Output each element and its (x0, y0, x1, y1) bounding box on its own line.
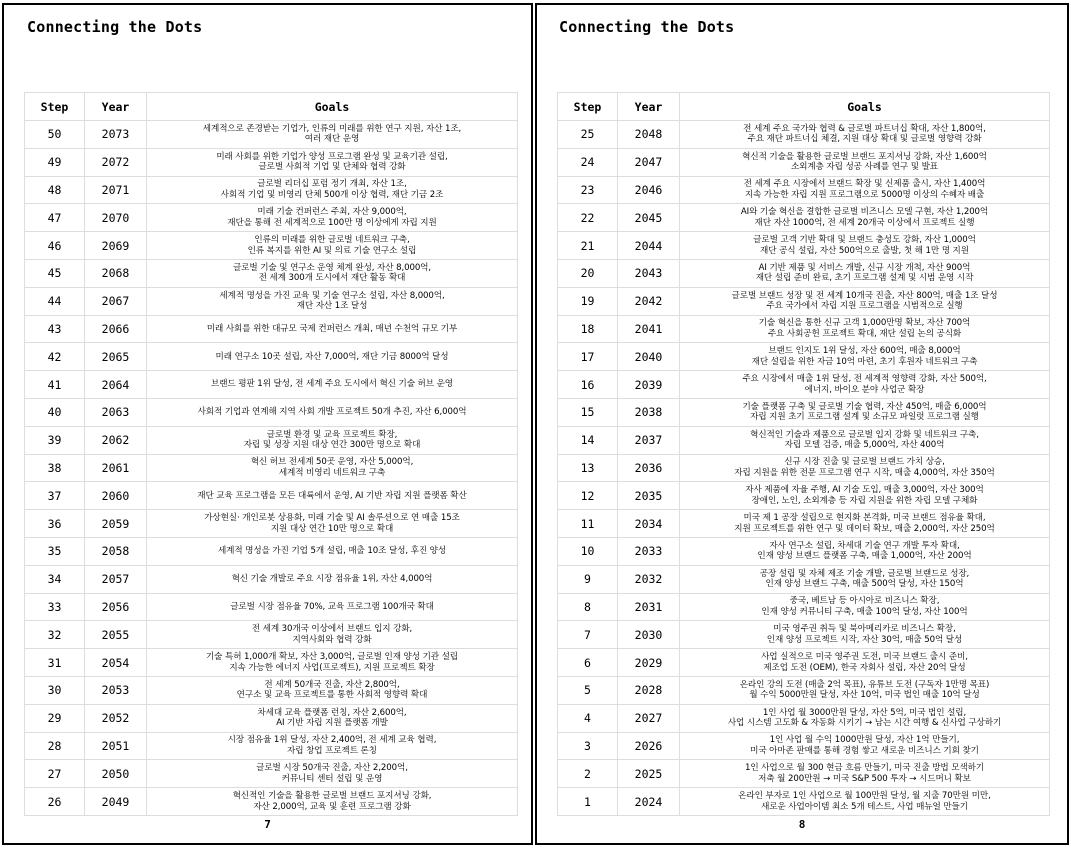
step-cell: 38 (25, 454, 85, 482)
year-cell: 2064 (85, 371, 147, 399)
year-cell: 2028 (618, 676, 680, 704)
step-cell: 40 (25, 398, 85, 426)
step-cell: 46 (25, 232, 85, 260)
step-cell: 1 (558, 788, 618, 816)
goal-cell: 미국 영주권 취득 및 북아메리카로 비즈니스 확장, 인재 양성 프로젝트 시작, 자산 30억, 매출 50억 달성 (680, 621, 1050, 649)
header-year: Year (618, 93, 680, 121)
table-row (25, 315, 518, 343)
step-cell: 3 (558, 732, 618, 760)
goal-cell: 사회적 기업과 연계해 지역 사회 개발 프로젝트 50개 추진, 자산 6,000억 (147, 398, 518, 426)
table-row (558, 621, 1050, 649)
goal-cell: 브랜드 인지도 1위 달성, 자산 600억, 매출 8,000억 재단 설립을 위한 자금 10억 마련, 초기 후원자 네트워크 구축 (680, 343, 1050, 371)
goal-cell: 브랜드 평판 1위 달성, 전 세계 주요 도시에서 혁신 기술 허브 운영 (147, 371, 518, 399)
goal-cell: 혁신적 기술을 활용한 글로벌 브랜드 포지셔닝 강화, 자산 1,600억 소외계층 자립 성공 사례를 연구 및 발표 (680, 148, 1050, 176)
header-goals: Goals (147, 93, 518, 121)
header-goals: Goals (680, 93, 1050, 121)
step-cell: 27 (25, 760, 85, 788)
table-row (25, 704, 518, 732)
goal-cell: AI와 기술 혁신을 결합한 글로벌 비즈니스 모델 구현, 자산 1,200억 재단 자산 1000억, 전 세계 20개국 이상에서 프로젝트 실행 (680, 204, 1050, 232)
table-row (558, 482, 1050, 510)
step-cell: 20 (558, 259, 618, 287)
table-row (25, 454, 518, 482)
goal-cell: 혁신 허브 전세계 50곳 운영, 자산 5,000억, 세계적 비영리 네트워크 구축 (147, 454, 518, 482)
step-cell: 6 (558, 649, 618, 677)
table-row (25, 621, 518, 649)
page-7 (2, 3, 533, 845)
goal-cell: 1인 사업으로 월 300 현금 흐름 만들기, 미국 진출 방법 모색하기 저축 월 200만원 → 미국 S&P 500 투자 → 시드머니 확보 (680, 760, 1050, 788)
goal-cell: AI 기반 제품 및 서비스 개발, 신규 시장 개척, 자산 900억 재단 설립 준비 완료, 초기 프로그램 설계 및 시범 운영 시작 (680, 259, 1050, 287)
table-row (25, 565, 518, 593)
table-row (558, 510, 1050, 538)
goal-cell: 차세대 교육 플랫폼 런칭, 자산 2,600억, AI 기반 자립 지원 플랫폼 개발 (147, 704, 518, 732)
table-row (25, 343, 518, 371)
table-row (558, 593, 1050, 621)
year-cell: 2057 (85, 565, 147, 593)
year-cell: 2025 (618, 760, 680, 788)
step-cell: 16 (558, 371, 618, 399)
goal-cell: 미래 연구소 10곳 설립, 자산 7,000억, 재단 기금 8000억 달성 (147, 343, 518, 371)
table-row (558, 371, 1050, 399)
step-cell: 17 (558, 343, 618, 371)
step-cell: 43 (25, 315, 85, 343)
table-row (25, 287, 518, 315)
year-cell: 2043 (618, 259, 680, 287)
year-cell: 2070 (85, 204, 147, 232)
year-cell: 2056 (85, 593, 147, 621)
step-cell: 22 (558, 204, 618, 232)
table-row (25, 482, 518, 510)
step-cell: 25 (558, 121, 618, 149)
table-row (558, 704, 1050, 732)
year-cell: 2060 (85, 482, 147, 510)
year-cell: 2042 (618, 287, 680, 315)
step-cell: 47 (25, 204, 85, 232)
goal-cell: 신규 시장 진출 및 글로벌 브랜드 가치 상승, 자립 지원을 위한 전문 프로그램 연구 시작, 매출 4,000억, 자산 350억 (680, 454, 1050, 482)
page-title: Connecting the Dots (27, 18, 203, 36)
goal-cell: 글로벌 시장 점유율 70%, 교육 프로그램 100개국 확대 (147, 593, 518, 621)
table-row (558, 398, 1050, 426)
year-cell: 2061 (85, 454, 147, 482)
step-cell: 33 (25, 593, 85, 621)
year-cell: 2050 (85, 760, 147, 788)
goal-cell: 혁신 기술 개발로 주요 시장 점유율 1위, 자산 4,000억 (147, 565, 518, 593)
year-cell: 2037 (618, 426, 680, 454)
table-row (25, 398, 518, 426)
table-row (558, 676, 1050, 704)
year-cell: 2027 (618, 704, 680, 732)
goal-cell: 세계적 명성을 가진 교육 및 기술 연구소 설립, 자산 8,000억, 재단 자산 1조 달성 (147, 287, 518, 315)
step-cell: 42 (25, 343, 85, 371)
step-cell: 50 (25, 121, 85, 149)
table-row (25, 676, 518, 704)
table-row (558, 426, 1050, 454)
goal-cell: 온라인 강의 도전 (매출 2억 목표), 유튜브 도전 (구독자 1만명 목표) 월 수익 5000만원 달성, 자산 10억, 미국 법인 매출 10억 달성 (680, 676, 1050, 704)
goal-cell: 재단 교육 프로그램을 모든 대륙에서 운영, AI 기반 자립 지원 플랫폼 확산 (147, 482, 518, 510)
step-cell: 26 (25, 788, 85, 816)
goal-cell: 글로벌 환경 및 교육 프로젝트 확장, 자립 및 성장 지원 대상 연간 300만 명으로 확대 (147, 426, 518, 454)
table-header-row (25, 93, 518, 121)
year-cell: 2052 (85, 704, 147, 732)
year-cell: 2073 (85, 121, 147, 149)
table-row (558, 259, 1050, 287)
goal-cell: 세계적 명성을 가진 기업 5개 설립, 매출 10조 달성, 후진 양성 (147, 537, 518, 565)
year-cell: 2034 (618, 510, 680, 538)
goal-cell: 미래 사회를 위한 대규모 국제 컨퍼런스 개최, 매년 수천억 규모 기부 (147, 315, 518, 343)
header-year: Year (85, 93, 147, 121)
year-cell: 2067 (85, 287, 147, 315)
table-row (25, 760, 518, 788)
table-row (25, 371, 518, 399)
table-row (25, 176, 518, 204)
step-cell: 13 (558, 454, 618, 482)
step-cell: 35 (25, 537, 85, 565)
step-cell: 9 (558, 565, 618, 593)
goal-cell: 미래 사회를 위한 기업가 양성 프로그램 완성 및 교육기관 설립, 글로벌 사회적 기업 및 단체와 협력 강화 (147, 148, 518, 176)
step-cell: 11 (558, 510, 618, 538)
year-cell: 2036 (618, 454, 680, 482)
year-cell: 2055 (85, 621, 147, 649)
goal-cell: 사업 실적으로 미국 영주권 도전, 미국 브랜드 출시 준비, 제조업 도전 (OEM), 한국 자회사 설립, 자산 20억 달성 (680, 649, 1050, 677)
step-cell: 29 (25, 704, 85, 732)
step-cell: 15 (558, 398, 618, 426)
goal-cell: 중국, 베트남 등 아시아로 비즈니스 확장, 인재 양성 커뮤니티 구축, 매출 100억 달성, 자산 100억 (680, 593, 1050, 621)
table-row (558, 121, 1050, 149)
table-row (25, 232, 518, 260)
step-cell: 28 (25, 732, 85, 760)
table-header-row (558, 93, 1050, 121)
table-row (558, 204, 1050, 232)
step-cell: 36 (25, 510, 85, 538)
step-cell: 34 (25, 565, 85, 593)
year-cell: 2058 (85, 537, 147, 565)
table-row (558, 315, 1050, 343)
table-row (558, 148, 1050, 176)
goals-table (557, 92, 1050, 816)
step-cell: 18 (558, 315, 618, 343)
goal-cell: 자사 제품에 자율 주행, AI 기술 도입, 매출 3,000억, 자산 300억 장애인, 노인, 소외계층 등 자립 지원을 위한 자립 모델 구체화 (680, 482, 1050, 510)
table-row (25, 732, 518, 760)
goal-cell: 자사 연구소 설립, 차세대 기술 연구 개발 투자 확대, 인재 양성 브랜드 플랫폼 구축, 매출 1,000억, 자산 200억 (680, 537, 1050, 565)
goal-cell: 기술 혁신을 통한 신규 고객 1,000만명 확보, 자산 700억 주요 사회공헌 프로젝트 확대, 재단 설립 논의 공식화 (680, 315, 1050, 343)
step-cell: 8 (558, 593, 618, 621)
year-cell: 2066 (85, 315, 147, 343)
year-cell: 2068 (85, 259, 147, 287)
goal-cell: 세계적으로 존경받는 기업가, 인류의 미래를 위한 연구 지원, 자산 1조, 여러 재단 운영 (147, 121, 518, 149)
year-cell: 2031 (618, 593, 680, 621)
step-cell: 2 (558, 760, 618, 788)
step-cell: 10 (558, 537, 618, 565)
step-cell: 49 (25, 148, 85, 176)
step-cell: 39 (25, 426, 85, 454)
year-cell: 2035 (618, 482, 680, 510)
year-cell: 2039 (618, 371, 680, 399)
goal-cell: 미래 기술 컨퍼런스 주최, 자산 9,000억, 재단을 통해 전 세계적으로 100만 명 이상에게 자립 지원 (147, 204, 518, 232)
step-cell: 4 (558, 704, 618, 732)
year-cell: 2029 (618, 649, 680, 677)
year-cell: 2053 (85, 676, 147, 704)
year-cell: 2047 (618, 148, 680, 176)
step-cell: 23 (558, 176, 618, 204)
table-row (25, 649, 518, 677)
goal-cell: 미국 제 1 공장 설립으로 현지화 본격화, 미국 브랜드 점유율 확대, 지원 프로젝트를 위한 연구 및 데이터 확보, 매출 2,000억, 자산 250억 (680, 510, 1050, 538)
year-cell: 2051 (85, 732, 147, 760)
year-cell: 2054 (85, 649, 147, 677)
table-row (558, 343, 1050, 371)
year-cell: 2045 (618, 204, 680, 232)
table-row (558, 176, 1050, 204)
goal-cell: 공장 설립 및 자체 제조 기술 개발, 글로벌 브랜드로 성장, 인재 양성 브랜드 구축, 매출 500억 달성, 자산 150억 (680, 565, 1050, 593)
table-row (25, 121, 518, 149)
goal-cell: 시장 점유율 1위 달성, 자산 2,400억, 전 세계 교육 협력, 자립 창업 프로젝트 론칭 (147, 732, 518, 760)
goal-cell: 온라인 부자로 1인 사업으로 월 100만원 달성, 월 지출 70만원 미만, 새로운 사업아이템 최소 5개 테스트, 사업 매뉴얼 만들기 (680, 788, 1050, 816)
step-cell: 48 (25, 176, 85, 204)
page-number: 7 (264, 818, 271, 831)
year-cell: 2048 (618, 121, 680, 149)
header-step: Step (25, 93, 85, 121)
table-row (25, 426, 518, 454)
goal-cell: 글로벌 리더십 포럼 정기 개최, 자산 1조, 사회적 기업 및 비영리 단체 500개 이상 협력, 재단 기금 2조 (147, 176, 518, 204)
year-cell: 2044 (618, 232, 680, 260)
year-cell: 2059 (85, 510, 147, 538)
table-row (25, 788, 518, 816)
year-cell: 2033 (618, 537, 680, 565)
table-row (558, 287, 1050, 315)
year-cell: 2071 (85, 176, 147, 204)
table-row (558, 454, 1050, 482)
year-cell: 2072 (85, 148, 147, 176)
goals-table (24, 92, 518, 816)
step-cell: 5 (558, 676, 618, 704)
step-cell: 41 (25, 371, 85, 399)
table-row (558, 537, 1050, 565)
table-row (25, 537, 518, 565)
year-cell: 2063 (85, 398, 147, 426)
step-cell: 30 (25, 676, 85, 704)
table-row (558, 565, 1050, 593)
page-8 (535, 3, 1069, 845)
year-cell: 2024 (618, 788, 680, 816)
goal-cell: 혁신적인 기술을 활용한 글로벌 브랜드 포지셔닝 강화, 자산 2,000억, 교육 및 훈련 프로그램 강화 (147, 788, 518, 816)
step-cell: 31 (25, 649, 85, 677)
header-step: Step (558, 93, 618, 121)
step-cell: 7 (558, 621, 618, 649)
table-row (558, 788, 1050, 816)
goal-cell: 1인 사업 월 수익 1000만원 달성, 자산 1억 만들기, 미국 아마존 판매를 통해 경험 쌓고 새로운 비즈니스 기회 찾기 (680, 732, 1050, 760)
year-cell: 2041 (618, 315, 680, 343)
goal-cell: 혁신적인 기술과 제품으로 글로벌 입지 강화 및 네트워크 구축, 자립 모델 검증, 매출 5,000억, 자산 400억 (680, 426, 1050, 454)
year-cell: 2026 (618, 732, 680, 760)
table-row (25, 510, 518, 538)
year-cell: 2038 (618, 398, 680, 426)
goal-cell: 기술 특허 1,000개 확보, 자산 3,000억, 글로벌 인재 양성 기관 설립 지속 가능한 에너지 사업(프로젝트), 지원 프로젝트 확장 (147, 649, 518, 677)
step-cell: 45 (25, 259, 85, 287)
page-number: 8 (798, 818, 806, 831)
table-row (558, 760, 1050, 788)
year-cell: 2030 (618, 621, 680, 649)
step-cell: 37 (25, 482, 85, 510)
table-row (558, 232, 1050, 260)
table-row (25, 593, 518, 621)
year-cell: 2032 (618, 565, 680, 593)
goal-cell: 전 세계 50개국 진출, 자산 2,800억, 연구소 및 교육 프로젝트를 통한 사회적 영향력 확대 (147, 676, 518, 704)
goal-cell: 글로벌 브랜드 성장 및 전 세계 10개국 진출, 자산 800억, 매출 1조 달성 주요 국가에서 자립 지원 프로그램을 시범적으로 실행 (680, 287, 1050, 315)
goal-cell: 가상현실· 개인로봇 상용화, 미래 기술 및 AI 솔루션으로 연 매출 15조 지원 대상 연간 10만 명으로 확대 (147, 510, 518, 538)
goal-cell: 글로벌 시장 50개국 진출, 자산 2,200억, 커뮤니티 센터 설립 및 운영 (147, 760, 518, 788)
step-cell: 24 (558, 148, 618, 176)
step-cell: 32 (25, 621, 85, 649)
goal-cell: 기술 플랫폼 구축 및 글로벌 기술 협력, 자산 450억, 매출 6,000억 자립 지원 초기 프로그램 설계 및 소규모 파일럿 프로그램 실행 (680, 398, 1050, 426)
year-cell: 2065 (85, 343, 147, 371)
table-row (558, 732, 1050, 760)
table-row (25, 259, 518, 287)
year-cell: 2062 (85, 426, 147, 454)
year-cell: 2040 (618, 343, 680, 371)
page-title: Connecting the Dots (559, 18, 735, 36)
step-cell: 21 (558, 232, 618, 260)
goal-cell: 전 세계 주요 시장에서 브랜드 확장 및 신제품 출시, 자산 1,400억 지속 가능한 자립 지원 프로그램으로 5000명 이상의 수혜자 배출 (680, 176, 1050, 204)
goal-cell: 인류의 미래를 위한 글로벌 네트워크 구축, 인류 복지를 위한 AI 및 의료 기술 연구소 설립 (147, 232, 518, 260)
goal-cell: 전 세계 주요 국가와 협력 & 글로벌 파트너십 확대, 자산 1,800억, 주요 재단 파트너십 체결, 지원 대상 확대 및 글로벌 영향력 강화 (680, 121, 1050, 149)
goal-cell: 글로벌 고객 기반 확대 및 브랜드 충성도 강화, 자산 1,000억 재단 공식 설립, 자산 500억으로 출발, 첫 해 1만 명 지원 (680, 232, 1050, 260)
goal-cell: 글로벌 기술 및 연구소 운영 체계 완성, 자산 8,000억, 전 세계 300개 도시에서 재단 활동 확대 (147, 259, 518, 287)
table-row (25, 148, 518, 176)
table-row (25, 204, 518, 232)
step-cell: 14 (558, 426, 618, 454)
goal-cell: 1인 사업 월 3000만원 달성, 자산 5억, 미국 법인 설립, 사업 시스템 고도화 & 자동화 시키기 → 남는 시간 여행 & 신사업 구상하기 (680, 704, 1050, 732)
step-cell: 19 (558, 287, 618, 315)
year-cell: 2069 (85, 232, 147, 260)
table-row (558, 649, 1050, 677)
year-cell: 2046 (618, 176, 680, 204)
step-cell: 44 (25, 287, 85, 315)
goal-cell: 전 세계 30개국 이상에서 브랜드 입지 강화, 지역사회와 협력 강화 (147, 621, 518, 649)
year-cell: 2049 (85, 788, 147, 816)
step-cell: 12 (558, 482, 618, 510)
goal-cell: 주요 시장에서 매출 1위 달성, 전 세계적 영향력 강화, 자산 500억, 에너지, 바이오 분야 사업군 확장 (680, 371, 1050, 399)
